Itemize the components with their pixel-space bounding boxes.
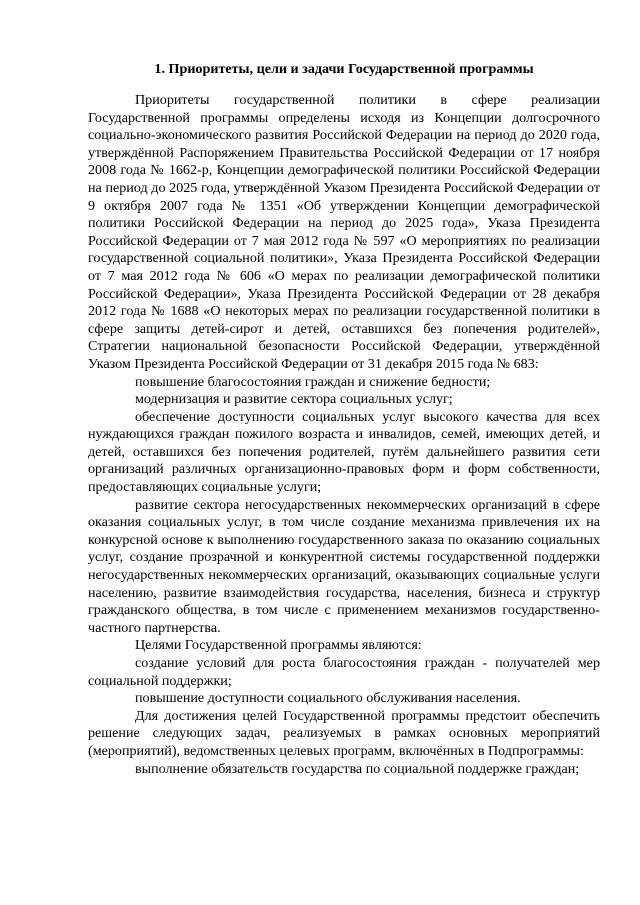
paragraph-priorities: Приоритеты государственной политики в сфере реализации Государственной программы определены исходя из Концепции долгосрочного социально-экономического развития Российской Федерации на период до 2020 года, утверждённой Распоряжением Правительства Российской Федерации от 17 ноября 2008 года № 1662-р, Концепции демографической политики Российской Федерации на период до 2025 года, утверждённой Указом Президента Российской Федерации от 9 октября 2007 года № 1351 «Об утверждении Концепции демографической политики Российской Федерации на период до 2025 года», Указа Президента Российской Федерации от 7 мая 2012 года № 597 «О мероприятиях по реализации государственной социальной политики», Указа Президента Российской Федерации от 7 мая 2012 года № 606 «О мерах по реализации демографической политики Российской Федерации», Указа Президента Российской Федерации от 28 декабря 2012 года № 1688 «О некоторых мерах по реализации государственной политики в сфере защиты детей-сирот и детей, оставшихся без попечения родителей», Стратегии национальной безопасности Российской Федерации, утверждённой Указом Президента Российской Федерации от 31 декабря 2015 года № 683:: [88, 92, 600, 372]
paragraph-item: обеспечение доступности социальных услуг высокого качества для всех нуждающихся граждан пожилого возраста и инвалидов, семей, имеющих детей, и детей, оставшихся без попечения родителей, путём дальнейшего развития сети организаций различных организационно-правовых форм и форм собственности, предоставляющих социальные услуги;: [88, 408, 600, 496]
paragraph-item: повышение доступности социального обслуживания населения.: [135, 690, 521, 707]
paragraph-tasks-intro: Для достижения целей Государственной программы предстоит обеспечить решение следующих задач, реализуемых в рамках основных мероприятий (мероприятий), ведомственных целевых программ, включённых в Подпрограммы:: [88, 707, 600, 759]
paragraph-item: развитие сектора негосударственных некоммерческих организаций в сфере оказания социальных услуг, в том числе создание механизма привлечения их на конкурсной основе к выполнению государственного заказа по оказанию социальных услуг, создание прозрачной и конкурентной системы государственной поддержки негосударственных некоммерческих организаций, оказывающих социальные услуги населению, развитие взаимодействия государства, населения, бизнеса и структур гражданского общества, в том числе с применением механизмов государственно-частного партнерства.: [88, 496, 600, 636]
paragraph-item: модернизация и развитие сектора социальных услуг;: [135, 391, 453, 408]
paragraph-item: повышение благосостояния граждан и снижение бедности;: [135, 373, 491, 390]
paragraph-goals-intro: Целями Государственной программы являются:: [135, 637, 422, 654]
paragraph-item: выполнение обязательств государства по социальной поддержке граждан;: [135, 760, 580, 777]
paragraph-item: создание условий для роста благосостояния граждан - получателей мер социальной поддержки;: [88, 655, 600, 689]
section-heading: 1. Приоритеты, цели и задачи Государственной программы: [154, 61, 534, 77]
